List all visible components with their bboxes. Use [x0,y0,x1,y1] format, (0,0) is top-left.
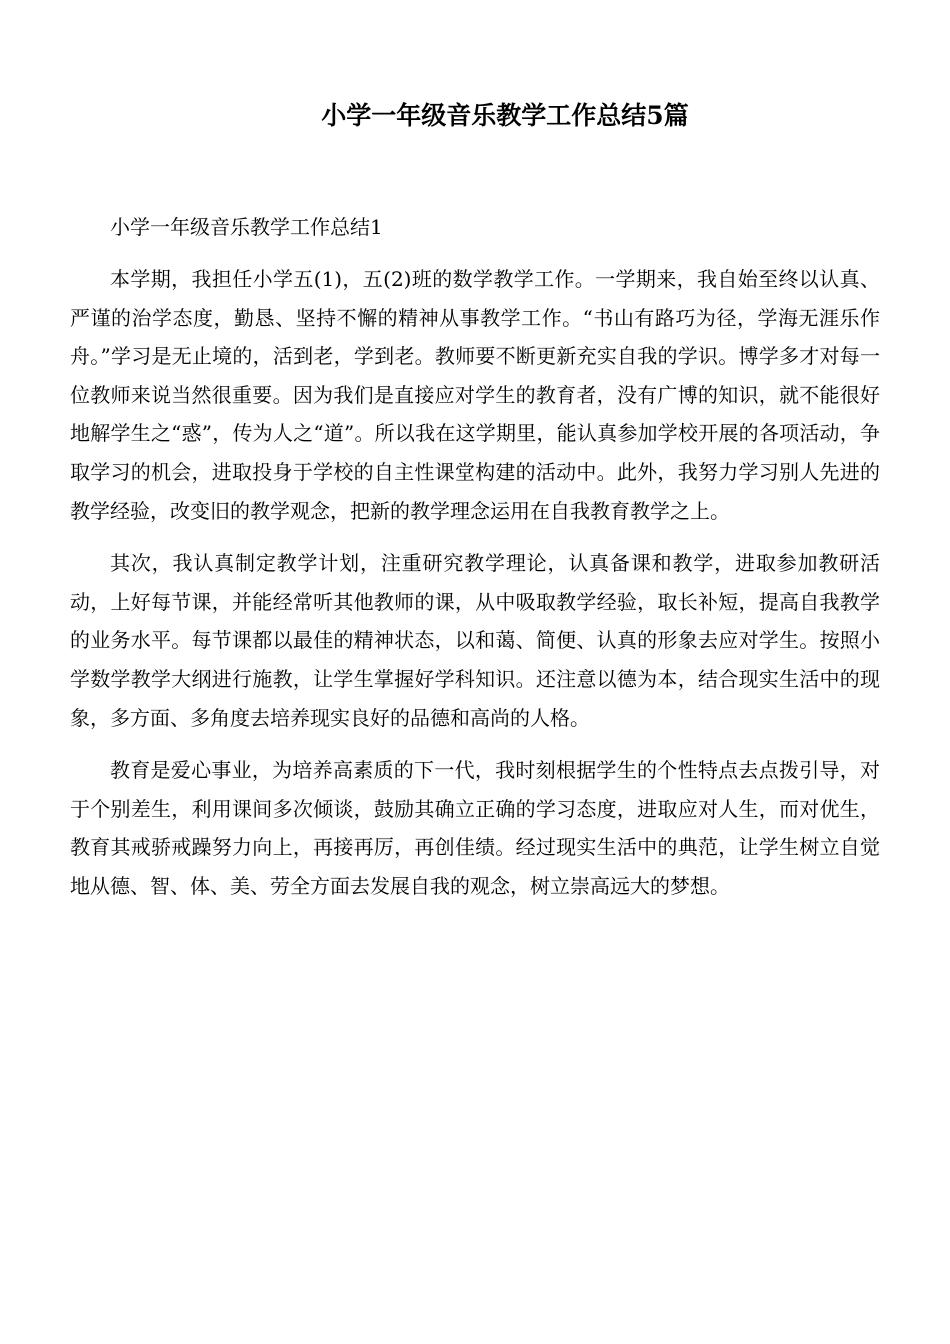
document-body [70,208,880,906]
document-title: 小学一年级音乐教学工作总结5篇 [321,101,689,130]
paragraph-3: 教育是爱心事业，为培养高素质的下一代，我时刻根据学生的个性特点去点拨引导，对于个别差生，利用课间多次倾谈，鼓励其确立正确的学习态度，进取应对人生，而对优生，教育其戒骄戒躁努力向上，再接再厉，再创佳绩。经过现实生活中的典范，让学生树立自觉地从德、智、体、美、劳全方面去发展自我的观念，树立崇高远大的梦想。 [70,758,880,898]
paragraph-2: 其次，我认真制定教学计划，注重研究教学理论，认真备课和教学，进取参加教研活动，上好每节课，并能经常听其他教师的课，从中吸取教学经验，取长补短，提高自我教学的业务水平。每节课都以最佳的精神状态，以和蔼、简便、认真的形象去应对学生。按照小学数学教学大纲进行施教，让学生掌握好学科知识。还注意以德为本，结合现实生活中的现象，多方面、多角度去培养现实良好的品德和高尚的人格。 [70,551,880,730]
paragraph-1: 本学期，我担任小学五(1)，五(2)班的数学教学工作。一学期来，我自始至终以认真、严谨的治学态度，勤恳、坚持不懈的精神从事教学工作。“书山有路巧为径，学海无涯乐作舟。”学习是无止境的，活到老，学到老。教师要不断更新充实自我的学识。博学多才对每一位教师来说当然很重要。因为我们是直接应对学生的教育者，没有广博的知识，就不能很好地解学生之“惑”，传为人之“道”。所以我在这学期里，能认真参加学校开展的各项活动，争取学习的机会，进取投身于学校的自主性课堂构建的活动中。此外，我努力学习别人先进的教学经验，改变旧的教学观念，把新的教学理念运用在自我教育教学之上。 [70,267,880,523]
section-heading: 小学一年级音乐教学工作总结1 [110,215,383,239]
